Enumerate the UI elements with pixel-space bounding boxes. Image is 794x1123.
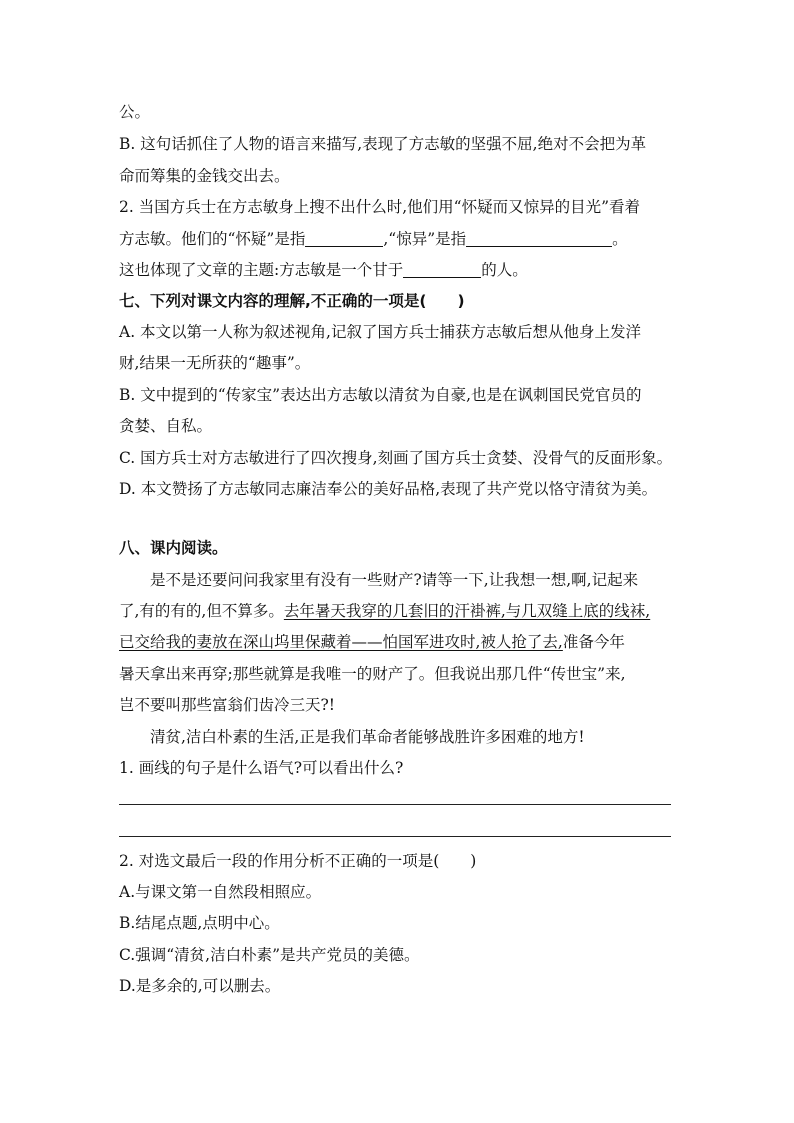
option-b-line: B. 这句话抓住了人物的语言来描写,表现了方志敏的坚强不屈,绝对不会把为革 bbox=[119, 135, 647, 153]
option-a-line: 财,结果一无所获的“趣事”。 bbox=[119, 354, 311, 372]
option-c-line: C. 国方兵士对方志敏进行了四次搜身,刻画了国方兵士贪婪、没骨气的反面形象。 bbox=[119, 449, 673, 467]
underlined-sentence: 已交给我的妻放在深山坞里保藏着——怕国军进攻时,被人抢了去, bbox=[119, 633, 563, 651]
text-line: 公。 bbox=[119, 103, 151, 121]
fill-blank-line bbox=[119, 260, 528, 280]
answer-blank-theme[interactable] bbox=[403, 261, 481, 278]
answer-blank-surprise[interactable] bbox=[466, 230, 612, 247]
passage-line: 岂不要叫那些富翁们齿冷三天?! bbox=[119, 696, 336, 714]
answer-line[interactable] bbox=[119, 804, 671, 805]
answer-blank-doubt[interactable] bbox=[305, 230, 383, 247]
passage-line: 暑天拿出来再穿;那些就算是我唯一的财产了。但我说出那几件“传世宝”来, bbox=[119, 665, 626, 683]
text-fragment: 了,有的有的,但不算多。 bbox=[119, 602, 284, 620]
option-d-line: D.是多余的,可以删去。 bbox=[119, 977, 281, 995]
question-2-line: 2. 当国方兵士在方志敏身上搜不出什么时,他们用“怀疑而又惊异的目光”看着 bbox=[119, 198, 640, 216]
option-a-line: A. 本文以第一人称为叙述视角,记叙了国方兵士捕获方志敏后想从他身上发洋 bbox=[119, 323, 641, 341]
text-fragment: ,“惊异”是指 bbox=[383, 230, 467, 248]
section-seven-title: 七、下列对课文内容的理解,不正确的一项是( ) bbox=[119, 292, 465, 310]
passage-line bbox=[119, 632, 625, 652]
text-line: 命而筹集的金钱交出去。 bbox=[119, 167, 290, 185]
option-b-line: B.结尾点题,点明中心。 bbox=[119, 914, 280, 932]
option-b-line: B. 文中提到的“传家宝”表达出方志敏以清贫为自豪,也是在讽刺国民党官员的 bbox=[119, 386, 642, 404]
answer-line[interactable] bbox=[119, 836, 671, 837]
passage-line bbox=[119, 601, 650, 621]
option-a-line: A.与课文第一自然段相照应。 bbox=[119, 883, 322, 901]
sub-question-1: 1. 画线的句子是什么语气?可以看出什么? bbox=[119, 759, 404, 777]
option-b-line: 贪婪、自私。 bbox=[119, 417, 213, 435]
text-fragment: 的人。 bbox=[481, 261, 528, 279]
section-eight-title: 八、课内阅读。 bbox=[119, 539, 228, 557]
underlined-sentence: 去年暑天我穿的几套旧的汗褂裤,与几双缝上底的线袜, bbox=[283, 602, 651, 620]
sub-question-2: 2. 对选文最后一段的作用分析不正确的一项是( ) bbox=[119, 852, 477, 870]
passage-line: 清贫,洁白朴素的生活,正是我们革命者能够战胜许多困难的地方! bbox=[150, 728, 585, 746]
fill-blank-line bbox=[119, 229, 628, 249]
text-fragment: 这也体现了文章的主题:方志敏是一个甘于 bbox=[119, 261, 404, 279]
passage-line: 是不是还要问问我家里有没有一些财产?请等一下,让我想一想,啊,记起来 bbox=[150, 571, 639, 589]
option-d-line: D. 本文赞扬了方志敏同志廉洁奉公的美好品格,表现了共产党以恪守清贫为美。 bbox=[119, 480, 658, 498]
text-fragment: 准备今年 bbox=[562, 633, 625, 651]
text-fragment: 。 bbox=[612, 230, 628, 248]
option-c-line: C.强调“清贫,洁白朴素”是共产党员的美德。 bbox=[119, 946, 420, 964]
text-fragment: 方志敏。他们的“怀疑”是指 bbox=[119, 230, 306, 248]
